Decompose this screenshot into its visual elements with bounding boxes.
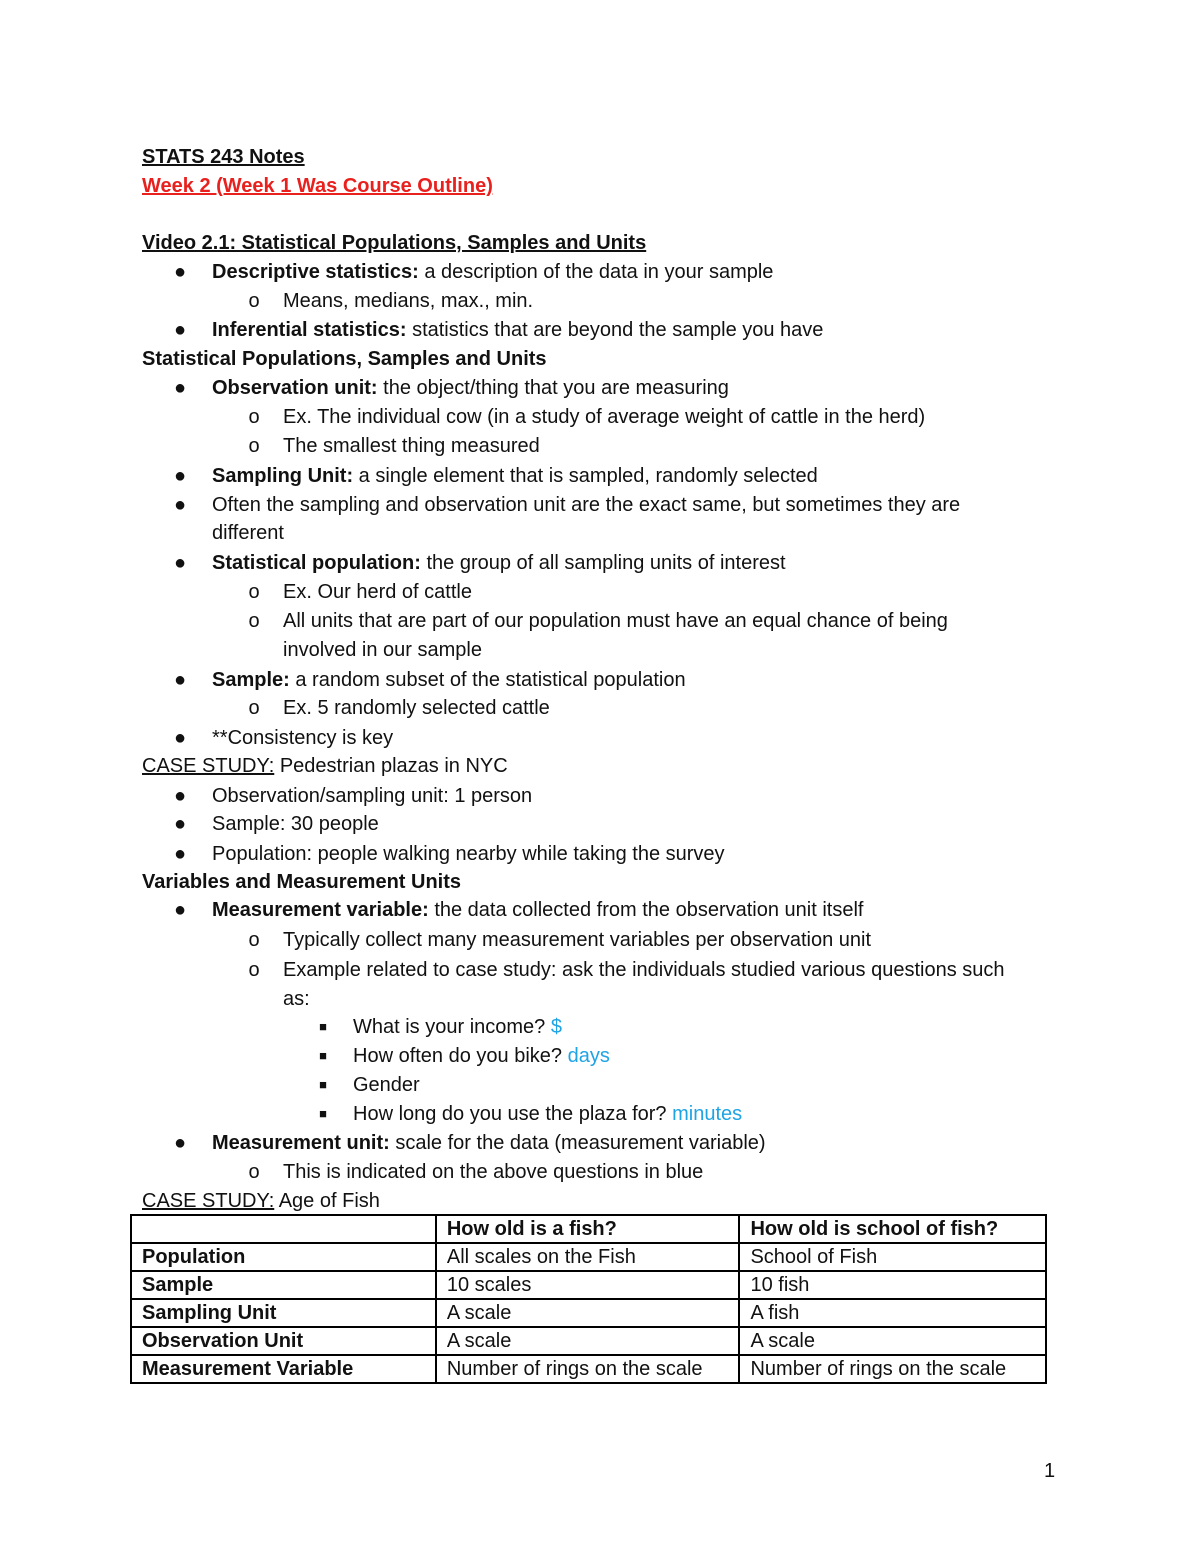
sample-sub: Ex. 5 randomly selected cattle — [283, 697, 550, 719]
table-row — [131, 1355, 1046, 1383]
question-unit: minutes — [672, 1103, 743, 1125]
mv-sub-2-line2: as: — [283, 988, 310, 1010]
question-income — [353, 1013, 562, 1041]
question-unit: days — [567, 1045, 610, 1067]
row-label: Population — [131, 1243, 436, 1271]
population-sub-2-line2: involved in our sample — [283, 639, 482, 661]
table-cell: A scale — [739, 1327, 1046, 1355]
bullet-circle: o — [248, 435, 260, 457]
bullet-circle: o — [248, 929, 260, 951]
bullet-dot: ● — [173, 377, 187, 399]
bullet-square: ■ — [319, 1106, 327, 1121]
measurement-variable-item — [212, 896, 863, 924]
definition: statistics that are beyond the sample you have — [406, 319, 824, 341]
sampling-unit-item — [212, 462, 818, 490]
observation-unit-item — [212, 374, 729, 402]
header-cell: How old is a fish? — [436, 1215, 740, 1243]
bullet-square: ■ — [319, 1048, 327, 1063]
table-header-row — [131, 1215, 1046, 1243]
measurement-unit-item — [212, 1129, 766, 1157]
term: Measurement variable: — [212, 899, 429, 921]
bullet-dot: ● — [173, 813, 187, 835]
table-cell: A scale — [436, 1299, 740, 1327]
question-text: How often do you bike? — [353, 1045, 568, 1067]
definition: scale for the data (measurement variable) — [389, 1132, 766, 1154]
question-unit: $ — [550, 1016, 562, 1038]
table-cell: 10 scales — [436, 1271, 740, 1299]
question-text: What is your income? — [353, 1016, 551, 1038]
bullet-circle: o — [248, 290, 260, 312]
definition: a random subset of the statistical population — [289, 669, 686, 691]
definition: a description of the data in your sample — [418, 261, 774, 283]
nyc-item-3: Population: people walking nearby while taking the survey — [212, 843, 725, 865]
case-study-title: Age of Fish — [274, 1190, 380, 1212]
definition: the group of all sampling units of interest — [420, 552, 786, 574]
population-sub-1: Ex. Our herd of cattle — [283, 581, 472, 603]
bullet-dot: ● — [173, 494, 187, 516]
term: Sample: — [212, 669, 290, 691]
bullet-dot: ● — [173, 465, 187, 487]
bullet-dot: ● — [173, 899, 187, 921]
nyc-item-1: Observation/sampling unit: 1 person — [212, 785, 533, 807]
doc-title: STATS 243 Notes — [142, 146, 305, 168]
population-sub-2-line1: All units that are part of our population must have an equal chance of being — [283, 610, 948, 632]
row-label: Observation Unit — [131, 1327, 436, 1355]
bullet-dot: ● — [173, 727, 187, 749]
bullet-dot: ● — [173, 1132, 187, 1154]
table-cell: A scale — [436, 1327, 740, 1355]
bullet-dot: ● — [173, 319, 187, 341]
term: Descriptive statistics: — [212, 261, 419, 283]
table-row — [131, 1243, 1046, 1271]
row-label: Sample — [131, 1271, 436, 1299]
sample-item — [212, 666, 686, 694]
bullet-circle: o — [248, 959, 260, 981]
bullet-dot: ● — [173, 261, 187, 283]
table-cell: School of Fish — [739, 1243, 1046, 1271]
table-cell: All scales on the Fish — [436, 1243, 740, 1271]
observation-sub-1: Ex. The individual cow (in a study of average weight of cattle in the herd) — [283, 406, 926, 428]
video-heading: Video 2.1: Statistical Populations, Samples and Units — [142, 232, 647, 254]
case-study-nyc — [142, 752, 508, 780]
table-row — [131, 1327, 1046, 1355]
definition: the object/thing that you are measuring — [377, 377, 729, 399]
term: Statistical population: — [212, 552, 421, 574]
bullet-dot: ● — [173, 785, 187, 807]
term: Sampling Unit: — [212, 465, 354, 487]
mv-sub-2-line1: Example related to case study: ask the individuals studied various questions such — [283, 959, 1005, 981]
table-row — [131, 1271, 1046, 1299]
inferential-item — [212, 316, 823, 344]
bullet-dot: ● — [173, 552, 187, 574]
bullet-circle: o — [248, 581, 260, 603]
often-item-line2: different — [212, 522, 284, 544]
row-label: Sampling Unit — [131, 1299, 436, 1327]
question-text: How long do you use the plaza for? — [353, 1103, 673, 1125]
section-heading-variables: Variables and Measurement Units — [142, 871, 462, 893]
term: Observation unit: — [212, 377, 378, 399]
term: Inferential statistics: — [212, 319, 407, 341]
page-number: 1 — [1044, 1460, 1056, 1482]
statistical-population-item — [212, 549, 786, 577]
case-study-label: CASE STUDY: — [142, 1190, 275, 1212]
section-heading-populations: Statistical Populations, Samples and Units — [142, 348, 547, 370]
bullet-circle: o — [248, 1161, 260, 1183]
bullet-circle: o — [248, 610, 260, 632]
definition: a single element that is sampled, randomly selected — [353, 465, 818, 487]
descriptive-item — [212, 258, 773, 286]
row-label: Measurement Variable — [131, 1355, 436, 1383]
bullet-circle: o — [248, 697, 260, 719]
case-study-label: CASE STUDY: — [142, 755, 275, 777]
table-cell: Number of rings on the scale — [436, 1355, 740, 1383]
week-heading: Week 2 (Week 1 Was Course Outline) — [142, 175, 493, 197]
header-cell — [131, 1215, 436, 1243]
bullet-dot: ● — [173, 843, 187, 865]
term: Measurement unit: — [212, 1132, 390, 1154]
table-cell: 10 fish — [739, 1271, 1046, 1299]
table-row — [131, 1299, 1046, 1327]
table-cell: A fish — [739, 1299, 1046, 1327]
fish-age-table — [130, 1214, 1047, 1384]
case-study-fish — [142, 1187, 380, 1215]
bullet-square: ■ — [319, 1019, 327, 1034]
definition: the data collected from the observation unit itself — [428, 899, 864, 921]
question-bike — [353, 1042, 610, 1070]
descriptive-sub: Means, medians, max., min. — [283, 290, 534, 312]
header-cell: How old is school of fish? — [739, 1215, 1046, 1243]
bullet-circle: o — [248, 406, 260, 428]
observation-sub-2: The smallest thing measured — [283, 435, 540, 457]
question-gender: Gender — [353, 1074, 420, 1096]
nyc-item-2: Sample: 30 people — [212, 813, 379, 835]
table-cell: Number of rings on the scale — [739, 1355, 1046, 1383]
often-item-line1: Often the sampling and observation unit are the exact same, but sometimes they are — [212, 494, 961, 516]
bullet-square: ■ — [319, 1077, 327, 1092]
bullet-dot: ● — [173, 669, 187, 691]
consistency-item: **Consistency is key — [212, 727, 394, 749]
mv-sub-1: Typically collect many measurement variables per observation unit — [283, 929, 872, 951]
mu-sub: This is indicated on the above questions in blue — [283, 1161, 704, 1183]
case-study-title: Pedestrian plazas in NYC — [274, 755, 508, 777]
question-plaza — [353, 1100, 742, 1128]
